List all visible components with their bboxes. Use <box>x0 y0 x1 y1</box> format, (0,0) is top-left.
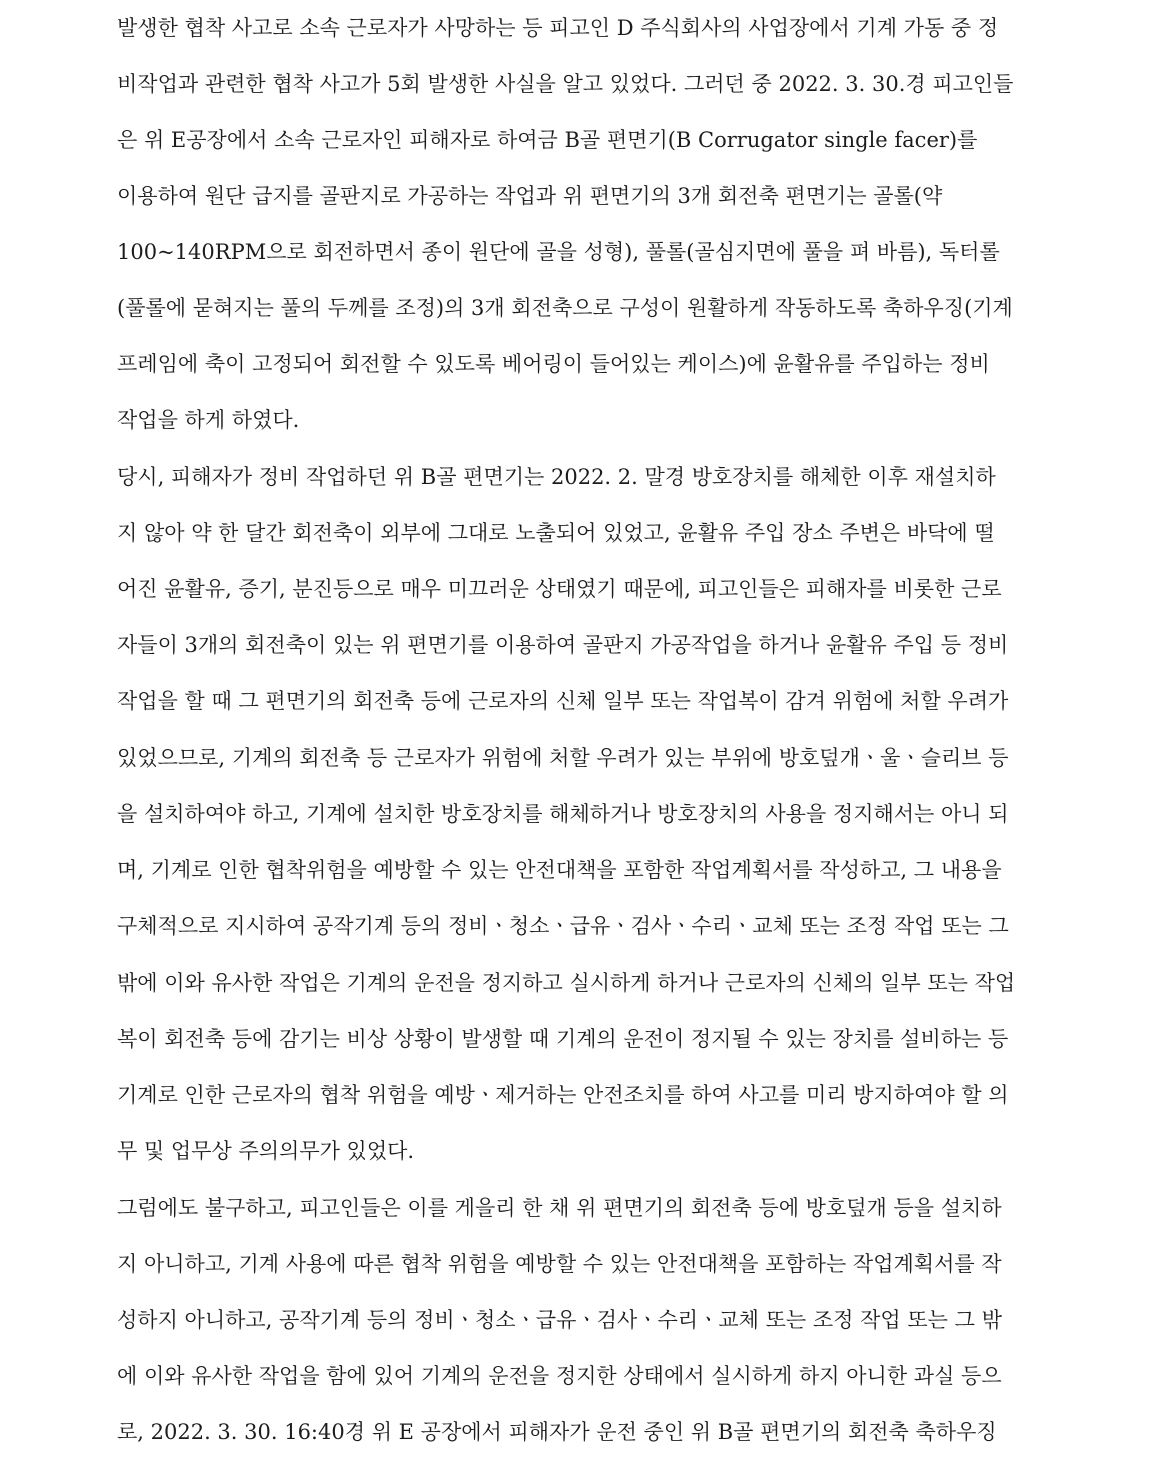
text-line: 이용하여 원단 급지를 골판지로 가공하는 작업과 위 편면기의 3개 회전축 편면기는 골롤(약 <box>117 184 943 208</box>
text-line: 밖에 이와 유사한 작업은 기계의 운전을 정지하고 실시하게 하거나 근로자의 신체의 일부 또는 작업 <box>117 971 1016 995</box>
text-line: 있었으므로, 기계의 회전축 등 근로자가 위험에 처할 우려가 있는 부위에 방호덮개ㆍ울ㆍ슬리브 등 <box>117 746 1009 770</box>
text-line: 비작업과 관련한 협착 사고가 5회 발생한 사실을 알고 있었다. 그러던 중 2022. 3. 30.경 피고인들 <box>117 72 1014 96</box>
text-line: 작업을 할 때 그 편면기의 회전축 등에 근로자의 신체 일부 또는 작업복이 감겨 위험에 처할 우려가 <box>117 689 1009 713</box>
text-line: 그럼에도 불구하고, 피고인들은 이를 게을리 한 채 위 편면기의 회전축 등에 방호덮개 등을 설치하 <box>117 1196 1002 1220</box>
text-line: 구체적으로 지시하여 공작기계 등의 정비ㆍ청소ㆍ급유ㆍ검사ㆍ수리ㆍ교체 또는 조정 작업 또는 그 <box>117 914 1009 938</box>
text-line: (풀롤에 묻혀지는 풀의 두께를 조정)의 3개 회전축으로 구성이 원활하게 작동하도록 축하우징(기계 <box>117 296 1013 320</box>
text-line: 작업을 하게 하였다. <box>117 408 300 432</box>
text-line: 며, 기계로 인한 협착위험을 예방할 수 있는 안전대책을 포함한 작업계획서를 작성하고, 그 내용을 <box>117 858 1002 882</box>
text-line: 당시, 피해자가 정비 작업하던 위 B골 편면기는 2022. 2. 말경 방호장치를 해체한 이후 재설치하 <box>117 465 996 489</box>
text-line: 에 이와 유사한 작업을 함에 있어 기계의 운전을 정지한 상태에서 실시하게 하지 아니한 과실 등으 <box>117 1364 1002 1388</box>
text-line: 로, 2022. 3. 30. 16:40경 위 E 공장에서 피해자가 운전 중인 위 B골 편면기의 회전축 축하우징 <box>117 1420 997 1444</box>
text-line: 을 설치하여야 하고, 기계에 설치한 방호장치를 해체하거나 방호장치의 사용을 정지해서는 아니 되 <box>117 802 1009 826</box>
text-line: 은 위 E공장에서 소속 근로자인 피해자로 하여금 B골 편면기(B Corrugator single facer)를 <box>117 128 978 152</box>
text-line: 어진 윤활유, 증기, 분진등으로 매우 미끄러운 상태였기 때문에, 피고인들은 피해자를 비롯한 근로 <box>117 577 1002 601</box>
text-line: 지 아니하고, 기계 사용에 따른 협착 위험을 예방할 수 있는 안전대책을 포함하는 작업계획서를 작 <box>117 1252 1002 1276</box>
text-line: 무 및 업무상 주의의무가 있었다. <box>117 1139 415 1163</box>
text-line: 발생한 협착 사고로 소속 근로자가 사망하는 등 피고인 D 주식회사의 사업장에서 기계 가동 중 정 <box>117 16 999 40</box>
text-line: 복이 회전축 등에 감기는 비상 상황이 발생할 때 기계의 운전이 정지될 수 있는 장치를 설비하는 등 <box>117 1027 1009 1051</box>
text-line: 기계로 인한 근로자의 협착 위험을 예방ㆍ제거하는 안전조치를 하여 사고를 미리 방지하여야 할 의 <box>117 1083 1009 1107</box>
text-line: 지 않아 약 한 달간 회전축이 외부에 그대로 노출되어 있었고, 윤활유 주입 장소 주변은 바닥에 떨 <box>117 521 995 545</box>
text-line: 자들이 3개의 회전축이 있는 위 편면기를 이용하여 골판지 가공작업을 하거나 윤활유 주입 등 정비 <box>117 633 1009 657</box>
text-line: 100~140RPM으로 회전하면서 종이 원단에 골을 성형), 풀롤(골심지면에 풀을 펴 바름), 독터롤 <box>117 240 1000 264</box>
text-line: 프레임에 축이 고정되어 회전할 수 있도록 베어링이 들어있는 케이스)에 윤활유를 주입하는 정비 <box>117 352 990 376</box>
text-line: 성하지 아니하고, 공작기계 등의 정비ㆍ청소ㆍ급유ㆍ검사ㆍ수리ㆍ교체 또는 조정 작업 또는 그 밖 <box>117 1308 1002 1332</box>
